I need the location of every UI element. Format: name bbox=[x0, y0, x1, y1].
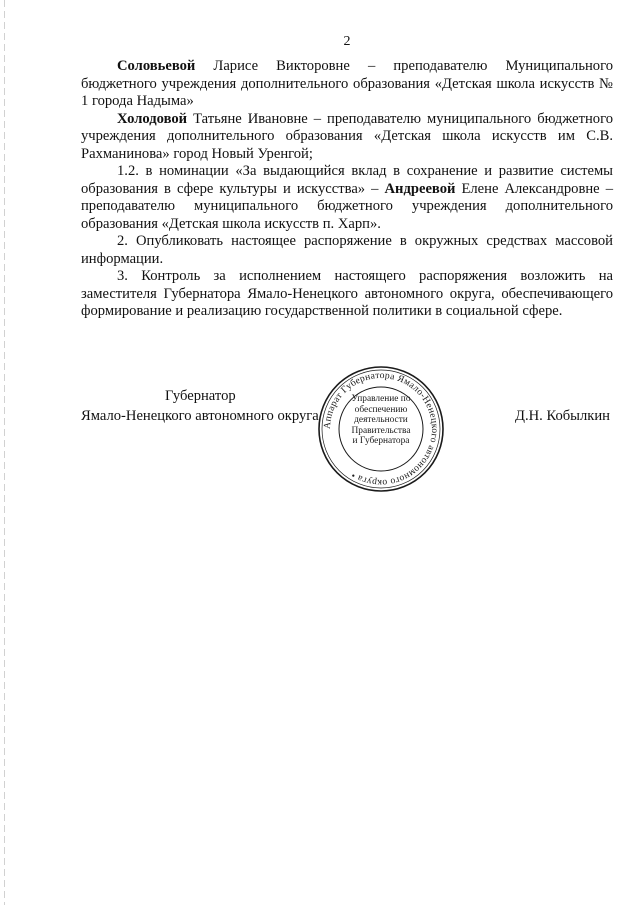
signatory-title-line1: Губернатор bbox=[165, 388, 236, 404]
seal-inner-line: и Губернатора bbox=[352, 436, 410, 447]
signatory-name: Д.Н. Кобылкин bbox=[515, 408, 610, 424]
paragraph-text: Ларисе Викторовне – преподавателю Муниципального бюджетного учреждения дополнительного образования «Детская школа искусств № 1 города Надыма» bbox=[81, 58, 613, 109]
scan-binding-edge bbox=[4, 0, 5, 905]
awardee-surname: Андреевой bbox=[384, 180, 456, 197]
signatory-title-line2: Ямало-Ненецкого автономного округа bbox=[81, 408, 319, 424]
awardee-surname: Соловьевой bbox=[117, 58, 196, 74]
seal-inner-line: Управление по bbox=[351, 394, 411, 404]
paragraph-award-soloveva bbox=[81, 58, 613, 111]
paragraph-award-kholodova bbox=[81, 111, 613, 164]
seal-inner-text bbox=[343, 394, 419, 447]
seal-ring-text: Аппарат Губернатора Ямало-Ненецкого автономного округа • bbox=[321, 369, 441, 489]
page-number: 2 bbox=[343, 34, 351, 49]
seal-inner-line: обеспечению bbox=[354, 404, 408, 415]
paragraph-text: Татьяне Ивановне – преподавателю муниципального бюджетного учреждения дополнительного образования «Детская школа искусств им С.В. Рахманинова» город Новый Уренгой; bbox=[81, 110, 613, 162]
document-body bbox=[81, 58, 613, 321]
paragraph-text-after: Елене Александровне – преподавателю муниципального бюджетного учреждения дополнительного образования «Детская школа искусств п. Харп». bbox=[81, 180, 613, 232]
seal-inner-line: деятельности bbox=[354, 415, 408, 426]
awardee-surname: Холодовой bbox=[117, 110, 188, 127]
official-seal-stamp bbox=[316, 364, 446, 494]
seal-inner-line: Правительства bbox=[351, 425, 411, 436]
paragraph-nomination-1-2 bbox=[81, 163, 613, 233]
paragraph-text: 1.2. в номинации «За выдающийся вклад в сохранение и развитие системы образования в сфере культуры и искусства» – bbox=[81, 163, 613, 197]
paragraph-text: 2. Опубликовать настоящее распоряжение в окружных средствах массовой информации. bbox=[81, 233, 613, 267]
paragraph-text: 3. Контроль за исполнением настоящего распоряжения возложить на заместителя Губернатора Ямало-Ненецкого автономного округа, обеспечивающего формирование и реализацию государственной политики в социальной сфере. bbox=[81, 268, 613, 319]
paragraph-item-2-publish bbox=[81, 233, 613, 268]
paragraph-item-3-control bbox=[81, 268, 613, 321]
